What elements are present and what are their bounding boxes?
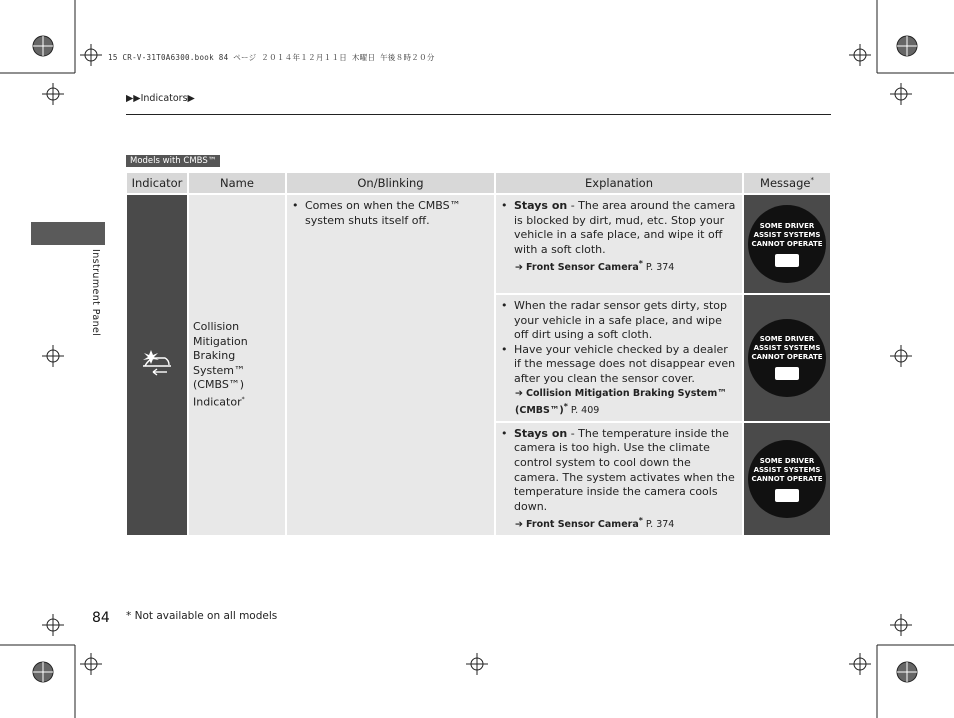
page-reference[interactable]: ➔ Front Sensor Camera* P. 374 (515, 259, 675, 274)
explanation-item: • Stays on - The temperature inside the camera is too high. Use the climate control system to cool down the camera. The system activates when the temperature inside the camera cools down. (510, 427, 738, 515)
message-cell-2 (744, 295, 830, 421)
header-rule (126, 114, 831, 115)
message-cell-3 (744, 423, 830, 536)
section-label: Instrument Panel (90, 249, 101, 337)
name-cell (189, 195, 285, 535)
message-display: SOME DRIVER ASSIST SYSTEMS CANNOT OPERATE (748, 319, 826, 397)
header-indicator: Indicator (127, 173, 187, 193)
message-display: SOME DRIVER ASSIST SYSTEMS CANNOT OPERATE (748, 440, 826, 518)
on-blinking-item: • Comes on when the CMBS™ system shuts itself off. (301, 199, 490, 228)
name-line3: Braking System™ (193, 349, 246, 377)
name-line4: (CMBS™) (193, 378, 245, 392)
name-line1: Collision (193, 320, 240, 334)
explanation-cell-2 (496, 295, 742, 421)
page-reference[interactable]: ➔ Collision Mitigation Braking System™ (CMBS™)* P. 409 (515, 387, 727, 416)
header-explanation: Explanation (496, 173, 742, 193)
models-tag: Models with CMBS™ (126, 155, 220, 167)
header-name: Name (189, 173, 285, 193)
cmbs-indicator-icon (139, 348, 175, 378)
explanation-cell-3 (496, 423, 742, 536)
breadcrumb: ▶▶Indicators▶ (126, 93, 195, 104)
section-tab (31, 222, 105, 245)
file-header: 15 CR-V-31T0A6300.book 84 ページ ２０１４年１２月１１日 木曜日 午後８時２０分 (108, 53, 435, 62)
footnote: * Not available on all models (126, 610, 278, 622)
indicator-cell (127, 195, 187, 535)
name-line2: Mitigation (193, 334, 248, 348)
on-blinking-cell (287, 195, 494, 535)
message-display: SOME DRIVER ASSIST SYSTEMS CANNOT OPERATE (748, 205, 826, 283)
message-cell-1 (744, 195, 830, 293)
radar-sensor-icon (775, 367, 799, 380)
page-reference[interactable]: ➔ Front Sensor Camera* P. 374 (515, 516, 675, 531)
header-message: Message* (744, 173, 830, 193)
camera-temperature-icon (775, 489, 799, 502)
camera-dirty-icon (775, 254, 799, 267)
table-header-row (127, 173, 830, 193)
table-row (127, 195, 830, 293)
name-line5: Indicator* (193, 395, 245, 409)
explanation-item: • Stays on - The area around the camera is blocked by dirt, mud, etc. Stop your vehicle in a safe place, and wipe it off with a soft cloth. (510, 199, 738, 257)
page-number: 84 (92, 610, 110, 626)
explanation-cell-1 (496, 195, 742, 293)
explanation-item: • Have your vehicle checked by a dealer if the message does not disappear even after you clean the sensor cover. (510, 343, 738, 387)
indicator-table (125, 171, 832, 537)
explanation-item: • When the radar sensor gets dirty, stop your vehicle in a safe place, and wipe off dirt using a soft cloth. (510, 299, 738, 343)
header-on-blinking: On/Blinking (287, 173, 494, 193)
